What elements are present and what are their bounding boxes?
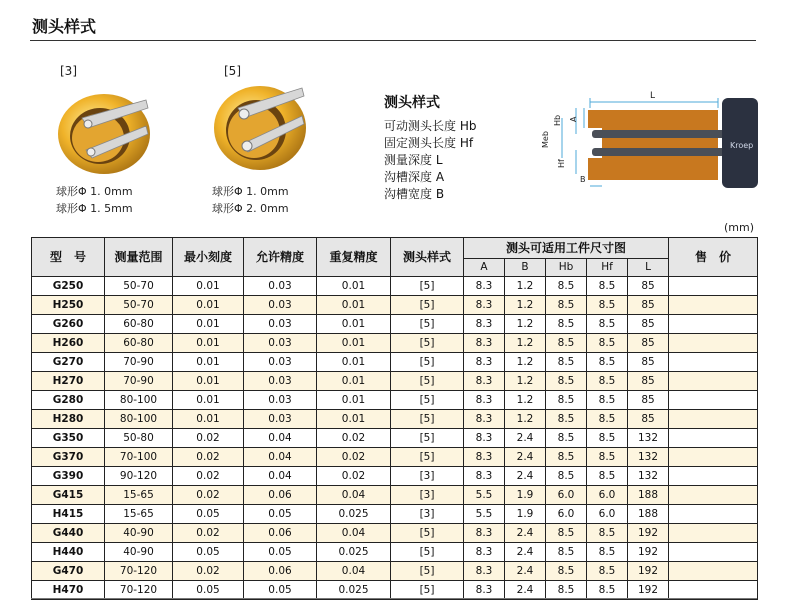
- cell-range: 70-90: [105, 372, 173, 391]
- cell-dim-a: 8.3: [464, 429, 505, 448]
- cell-price: [669, 581, 758, 600]
- table-row: [32, 410, 758, 429]
- cell-repeatability: 0.01: [317, 334, 391, 353]
- cell-dim-hf: 8.5: [587, 524, 628, 543]
- spec-line-l: 测量深度 L: [384, 153, 443, 167]
- cell-repeatability: 0.025: [317, 543, 391, 562]
- cell-tip-style: [5]: [391, 372, 464, 391]
- cell-price: [669, 353, 758, 372]
- cell-model: H280: [32, 410, 105, 429]
- table-row: [32, 486, 758, 505]
- cell-dim-hf: 8.5: [587, 296, 628, 315]
- cell-min-division: 0.01: [173, 410, 244, 429]
- cell-range: 70-120: [105, 562, 173, 581]
- cell-accuracy: 0.03: [244, 277, 317, 296]
- cell-dim-a: 8.3: [464, 315, 505, 334]
- cell-min-division: 0.01: [173, 277, 244, 296]
- cell-dim-a: 8.3: [464, 277, 505, 296]
- label-hf: Hf: [557, 159, 566, 168]
- brand-label: Kroep: [730, 141, 754, 150]
- cell-dim-hf: 8.5: [587, 467, 628, 486]
- cell-price: [669, 315, 758, 334]
- cell-accuracy: 0.04: [244, 448, 317, 467]
- cell-dim-a: 8.3: [464, 372, 505, 391]
- cell-dim-hb: 8.5: [546, 543, 587, 562]
- cell-dim-l: 192: [628, 581, 669, 600]
- cell-dim-b: 2.4: [505, 448, 546, 467]
- header-dim-hb: Hb: [546, 259, 587, 277]
- spec-line-b: 沟槽宽度 B: [384, 187, 445, 201]
- cell-model: H415: [32, 505, 105, 524]
- cell-dim-l: 85: [628, 372, 669, 391]
- cell-model: G350: [32, 429, 105, 448]
- tip-3-caption-1: 球形Φ 1. 0mm: [56, 185, 133, 198]
- table-row: [32, 429, 758, 448]
- cell-repeatability: 0.04: [317, 562, 391, 581]
- cell-price: [669, 277, 758, 296]
- cell-repeatability: 0.01: [317, 391, 391, 410]
- cell-dim-l: 132: [628, 448, 669, 467]
- cell-min-division: 0.01: [173, 334, 244, 353]
- cell-dim-l: 85: [628, 410, 669, 429]
- cell-dim-hb: 6.0: [546, 505, 587, 524]
- cell-dim-a: 8.3: [464, 391, 505, 410]
- cell-repeatability: 0.01: [317, 315, 391, 334]
- cell-dim-b: 2.4: [505, 467, 546, 486]
- cell-dim-l: 85: [628, 334, 669, 353]
- cell-dim-hf: 8.5: [587, 410, 628, 429]
- header-repeatability: 重复精度: [317, 238, 391, 277]
- cell-model: G250: [32, 277, 105, 296]
- cell-dim-hb: 8.5: [546, 391, 587, 410]
- table-row: [32, 581, 758, 600]
- cell-accuracy: 0.05: [244, 543, 317, 562]
- table-row: [32, 372, 758, 391]
- cell-price: [669, 543, 758, 562]
- movable-probe: [592, 130, 742, 138]
- cell-min-division: 0.02: [173, 486, 244, 505]
- cell-dim-b: 2.4: [505, 429, 546, 448]
- cell-price: [669, 391, 758, 410]
- header-dim-l: L: [628, 259, 669, 277]
- cell-dim-hf: 8.5: [587, 353, 628, 372]
- cell-dim-hf: 8.5: [587, 448, 628, 467]
- cell-dim-hb: 8.5: [546, 334, 587, 353]
- cell-min-division: 0.01: [173, 353, 244, 372]
- cell-tip-style: [5]: [391, 410, 464, 429]
- cell-min-division: 0.02: [173, 562, 244, 581]
- tip-3-caption-2: 球形Φ 1. 5mm: [56, 202, 133, 215]
- cell-tip-style: [5]: [391, 429, 464, 448]
- cell-min-division: 0.05: [173, 543, 244, 562]
- table-row: [32, 524, 758, 543]
- cell-repeatability: 0.025: [317, 505, 391, 524]
- cell-accuracy: 0.03: [244, 372, 317, 391]
- spec-title: 测头样式: [384, 95, 440, 111]
- header-range: 测量范围: [105, 238, 173, 277]
- label-b: B: [580, 175, 586, 184]
- fixed-probe: [592, 148, 742, 156]
- cell-dim-a: 8.3: [464, 410, 505, 429]
- cell-model: H470: [32, 581, 105, 600]
- cell-tip-style: [5]: [391, 296, 464, 315]
- cell-dim-hb: 8.5: [546, 296, 587, 315]
- cell-dim-a: 8.3: [464, 562, 505, 581]
- header-model: 型 号: [32, 238, 105, 277]
- cell-accuracy: 0.05: [244, 581, 317, 600]
- cell-dim-l: 85: [628, 296, 669, 315]
- cell-repeatability: 0.01: [317, 353, 391, 372]
- cell-dim-a: 8.3: [464, 524, 505, 543]
- cell-repeatability: 0.02: [317, 448, 391, 467]
- cell-dim-hb: 8.5: [546, 429, 587, 448]
- cell-dim-a: 5.5: [464, 486, 505, 505]
- cell-dim-b: 2.4: [505, 581, 546, 600]
- bottom-divider: [31, 598, 757, 599]
- header-dim-b: B: [505, 259, 546, 277]
- cell-min-division: 0.02: [173, 429, 244, 448]
- cell-dim-hb: 8.5: [546, 353, 587, 372]
- cell-tip-style: [3]: [391, 467, 464, 486]
- header-tip-style: 测头样式: [391, 238, 464, 277]
- cell-dim-b: 1.2: [505, 353, 546, 372]
- cell-range: 50-70: [105, 296, 173, 315]
- cell-model: G270: [32, 353, 105, 372]
- cell-dim-l: 85: [628, 353, 669, 372]
- header-dim-hf: Hf: [587, 259, 628, 277]
- cell-range: 60-80: [105, 315, 173, 334]
- cell-range: 80-100: [105, 410, 173, 429]
- table-row: [32, 505, 758, 524]
- label-l: L: [650, 91, 656, 101]
- page-title: 测头样式: [32, 17, 97, 36]
- cell-accuracy: 0.03: [244, 353, 317, 372]
- cell-dim-hf: 8.5: [587, 315, 628, 334]
- cell-dim-hb: 8.5: [546, 467, 587, 486]
- cell-price: [669, 410, 758, 429]
- cell-dim-hb: 8.5: [546, 581, 587, 600]
- cell-dim-a: 8.3: [464, 467, 505, 486]
- cell-range: 70-100: [105, 448, 173, 467]
- cell-model: G260: [32, 315, 105, 334]
- cell-price: [669, 505, 758, 524]
- cell-dim-l: 132: [628, 467, 669, 486]
- cell-dim-a: 8.3: [464, 353, 505, 372]
- cell-dim-b: 1.2: [505, 391, 546, 410]
- cell-model: G440: [32, 524, 105, 543]
- cell-dim-hf: 6.0: [587, 486, 628, 505]
- cell-dim-a: 8.3: [464, 581, 505, 600]
- cell-accuracy: 0.06: [244, 486, 317, 505]
- cell-range: 50-70: [105, 277, 173, 296]
- cell-dim-l: 85: [628, 277, 669, 296]
- cell-min-division: 0.02: [173, 524, 244, 543]
- dimension-diagram: [532, 88, 758, 196]
- cell-range: 70-120: [105, 581, 173, 600]
- cell-accuracy: 0.03: [244, 410, 317, 429]
- cell-dim-l: 188: [628, 486, 669, 505]
- cell-accuracy: 0.03: [244, 296, 317, 315]
- tip-3-captions: [56, 183, 133, 217]
- cell-model: G390: [32, 467, 105, 486]
- cell-repeatability: 0.02: [317, 467, 391, 486]
- spec-table-body: [32, 277, 758, 600]
- cell-dim-l: 188: [628, 505, 669, 524]
- cell-price: [669, 448, 758, 467]
- cell-repeatability: 0.01: [317, 372, 391, 391]
- cell-dim-l: 132: [628, 429, 669, 448]
- header-dim-a: A: [464, 259, 505, 277]
- cell-min-division: 0.01: [173, 391, 244, 410]
- cell-dim-hb: 8.5: [546, 448, 587, 467]
- cell-accuracy: 0.03: [244, 315, 317, 334]
- cell-dim-hf: 8.5: [587, 543, 628, 562]
- spec-line-a: 沟槽深度 A: [384, 170, 445, 184]
- cell-repeatability: 0.04: [317, 486, 391, 505]
- cell-dim-l: 192: [628, 543, 669, 562]
- cell-accuracy: 0.06: [244, 524, 317, 543]
- header-dimensions-group: 测头可适用工件尺寸图: [464, 238, 669, 259]
- cell-dim-a: 8.3: [464, 334, 505, 353]
- cell-dim-l: 85: [628, 391, 669, 410]
- cell-dim-hf: 8.5: [587, 581, 628, 600]
- cell-accuracy: 0.06: [244, 562, 317, 581]
- cell-accuracy: 0.04: [244, 467, 317, 486]
- table-row: [32, 562, 758, 581]
- spec-table: [31, 237, 758, 600]
- cell-tip-style: [5]: [391, 353, 464, 372]
- cell-dim-hb: 8.5: [546, 315, 587, 334]
- cell-dim-b: 1.2: [505, 410, 546, 429]
- label-a: A: [569, 116, 578, 122]
- tip-5-caption-1: 球形Φ 1. 0mm: [212, 185, 289, 198]
- cell-dim-hb: 8.5: [546, 410, 587, 429]
- cell-range: 90-120: [105, 467, 173, 486]
- cell-model: G415: [32, 486, 105, 505]
- cell-price: [669, 296, 758, 315]
- tip-5-caption-2: 球形Φ 2. 0mm: [212, 202, 289, 215]
- tip-3-image: [42, 78, 154, 178]
- cell-tip-style: [3]: [391, 486, 464, 505]
- cell-dim-l: 192: [628, 562, 669, 581]
- tip-5-code: [5]: [224, 64, 241, 78]
- cell-accuracy: 0.03: [244, 391, 317, 410]
- cell-repeatability: 0.01: [317, 277, 391, 296]
- cell-range: 15-65: [105, 486, 173, 505]
- cell-dim-b: 1.2: [505, 315, 546, 334]
- table-row: [32, 391, 758, 410]
- cell-tip-style: [3]: [391, 505, 464, 524]
- cell-price: [669, 562, 758, 581]
- cell-dim-b: 2.4: [505, 543, 546, 562]
- tip-3-code: [3]: [60, 64, 77, 78]
- table-row: [32, 277, 758, 296]
- cell-tip-style: [5]: [391, 543, 464, 562]
- table-row: [32, 448, 758, 467]
- cell-repeatability: 0.01: [317, 410, 391, 429]
- cell-dim-a: 8.3: [464, 448, 505, 467]
- cell-tip-style: [5]: [391, 334, 464, 353]
- cell-dim-b: 1.9: [505, 486, 546, 505]
- cell-dim-hf: 6.0: [587, 505, 628, 524]
- cell-dim-hf: 8.5: [587, 429, 628, 448]
- cell-dim-b: 1.9: [505, 505, 546, 524]
- cell-range: 60-80: [105, 334, 173, 353]
- cell-tip-style: [5]: [391, 448, 464, 467]
- cell-dim-b: 2.4: [505, 524, 546, 543]
- cell-dim-b: 1.2: [505, 372, 546, 391]
- cell-model: H250: [32, 296, 105, 315]
- cell-dim-b: 1.2: [505, 277, 546, 296]
- cell-repeatability: 0.01: [317, 296, 391, 315]
- cell-dim-hf: 8.5: [587, 391, 628, 410]
- table-row: [32, 543, 758, 562]
- cell-min-division: 0.05: [173, 505, 244, 524]
- spec-line-hf: 固定测头长度 Hf: [384, 136, 474, 150]
- cell-dim-a: 5.5: [464, 505, 505, 524]
- cell-dim-hb: 8.5: [546, 562, 587, 581]
- cell-range: 15-65: [105, 505, 173, 524]
- cell-tip-style: [5]: [391, 277, 464, 296]
- cell-min-division: 0.02: [173, 467, 244, 486]
- cell-range: 40-90: [105, 543, 173, 562]
- tip-5-captions: [212, 183, 289, 217]
- spec-line-hb: 可动测头长度 Hb: [384, 119, 477, 133]
- cell-dim-hb: 8.5: [546, 372, 587, 391]
- cell-min-division: 0.05: [173, 581, 244, 600]
- cell-dim-l: 85: [628, 315, 669, 334]
- cell-min-division: 0.01: [173, 372, 244, 391]
- cell-dim-hb: 8.5: [546, 277, 587, 296]
- cell-dim-hb: 6.0: [546, 486, 587, 505]
- cell-min-division: 0.01: [173, 296, 244, 315]
- cell-price: [669, 486, 758, 505]
- cell-min-division: 0.01: [173, 315, 244, 334]
- table-row: [32, 467, 758, 486]
- cell-price: [669, 372, 758, 391]
- cell-dim-hf: 8.5: [587, 334, 628, 353]
- cell-model: G470: [32, 562, 105, 581]
- cell-dim-hb: 8.5: [546, 524, 587, 543]
- cell-model: H260: [32, 334, 105, 353]
- cell-range: 70-90: [105, 353, 173, 372]
- cell-tip-style: [5]: [391, 581, 464, 600]
- cell-range: 50-80: [105, 429, 173, 448]
- workpiece-body: [588, 110, 718, 180]
- cell-dim-b: 2.4: [505, 562, 546, 581]
- cell-repeatability: 0.025: [317, 581, 391, 600]
- cell-model: G370: [32, 448, 105, 467]
- cell-dim-b: 1.2: [505, 296, 546, 315]
- table-row: [32, 334, 758, 353]
- cell-dim-hf: 8.5: [587, 562, 628, 581]
- cell-range: 40-90: [105, 524, 173, 543]
- cell-tip-style: [5]: [391, 562, 464, 581]
- cell-accuracy: 0.04: [244, 429, 317, 448]
- cell-model: H440: [32, 543, 105, 562]
- cell-accuracy: 0.03: [244, 334, 317, 353]
- cell-accuracy: 0.05: [244, 505, 317, 524]
- cell-dim-hf: 8.5: [587, 372, 628, 391]
- label-hb: Hb: [553, 114, 562, 126]
- unit-label: (mm): [724, 221, 755, 234]
- cell-dim-b: 1.2: [505, 334, 546, 353]
- tip-5-image: [198, 72, 310, 176]
- cell-price: [669, 334, 758, 353]
- cell-model: H270: [32, 372, 105, 391]
- cell-repeatability: 0.04: [317, 524, 391, 543]
- cell-tip-style: [5]: [391, 391, 464, 410]
- table-row: [32, 296, 758, 315]
- title-divider: [30, 40, 756, 41]
- table-row: [32, 315, 758, 334]
- cell-range: 80-100: [105, 391, 173, 410]
- cell-dim-a: 8.3: [464, 543, 505, 562]
- cell-price: [669, 467, 758, 486]
- cell-min-division: 0.02: [173, 448, 244, 467]
- cell-tip-style: [5]: [391, 315, 464, 334]
- label-meb: Meb: [541, 131, 550, 148]
- cell-dim-l: 192: [628, 524, 669, 543]
- cell-tip-style: [5]: [391, 524, 464, 543]
- cell-price: [669, 429, 758, 448]
- cell-price: [669, 524, 758, 543]
- cell-dim-hf: 8.5: [587, 277, 628, 296]
- spec-block: [384, 92, 476, 203]
- header-price: 售 价: [669, 238, 758, 277]
- table-row: [32, 353, 758, 372]
- cell-repeatability: 0.02: [317, 429, 391, 448]
- header-accuracy: 允许精度: [244, 238, 317, 277]
- cell-model: G280: [32, 391, 105, 410]
- header-min-division: 最小刻度: [173, 238, 244, 277]
- cell-dim-a: 8.3: [464, 296, 505, 315]
